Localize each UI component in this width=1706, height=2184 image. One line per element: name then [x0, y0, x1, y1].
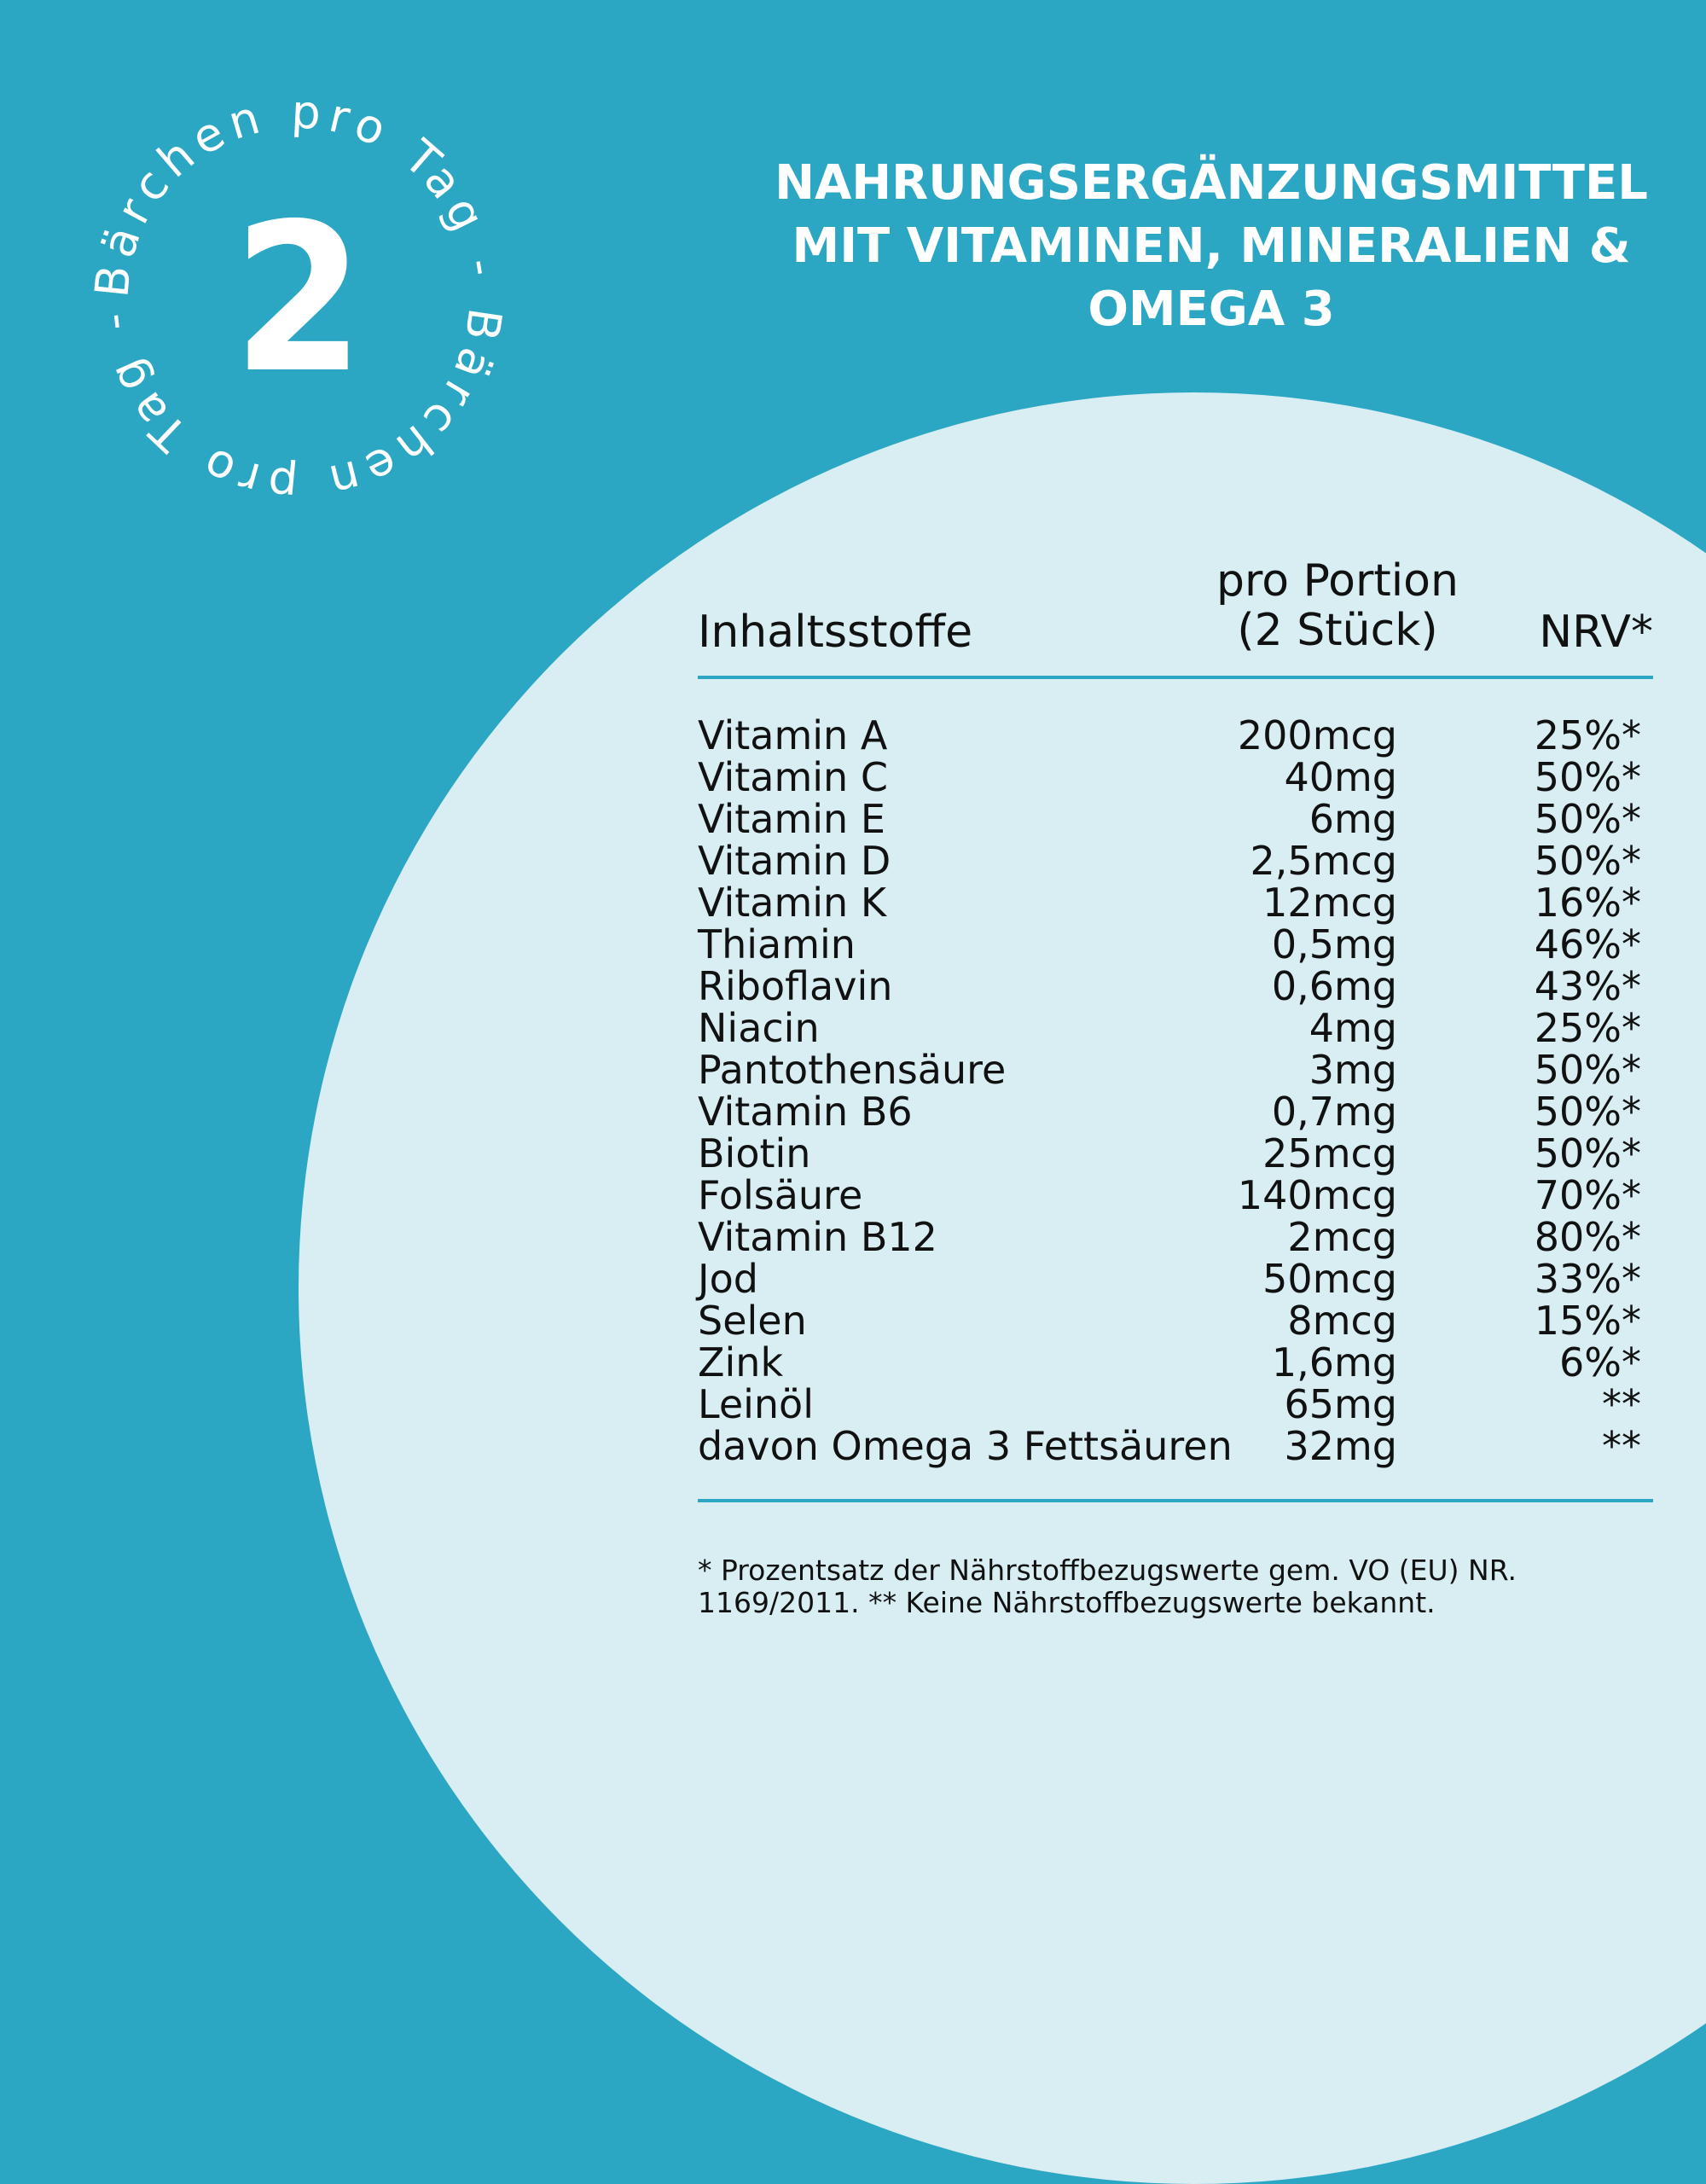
badge-number: 2	[233, 179, 364, 418]
ingredient-amount: 140mcg	[1237, 1172, 1397, 1218]
ingredient-nrv: 80%*	[1534, 1214, 1641, 1260]
ingredient-amount: 3mg	[1309, 1047, 1397, 1093]
ingredient-name: Vitamin C	[698, 754, 888, 800]
footnote-line-2: 1169/2011. ** Keine Nährstoffbezugswerte bekannt.	[698, 1586, 1436, 1619]
headline-line-3: OMEGA 3	[1088, 282, 1335, 337]
table-row	[698, 712, 1653, 758]
ingredient-amount: 32mg	[1284, 1423, 1397, 1469]
table-row	[698, 921, 1653, 967]
table-row	[698, 1091, 1653, 1133]
ingredient-nrv: 50%*	[1534, 1130, 1641, 1176]
ingredient-name: Leinöl	[698, 1381, 814, 1427]
ingredient-amount: 8mcg	[1287, 1298, 1397, 1344]
table-row	[698, 1049, 1653, 1091]
ingredient-nrv: 70%*	[1534, 1172, 1641, 1218]
headline-line-2: MIT VITAMINEN, MINERALIEN &	[792, 218, 1631, 274]
nutrition-table-body	[698, 712, 1653, 1469]
headline-line-1: NAHRUNGSERGÄNZUNGSMITTEL	[775, 155, 1648, 211]
header-portion-line-2: (2 Stück)	[1237, 605, 1438, 656]
ingredient-nrv: 15%*	[1534, 1298, 1641, 1344]
table-row	[698, 1381, 1653, 1427]
ingredient-nrv: 6%*	[1559, 1339, 1641, 1385]
table-row	[698, 963, 1653, 1009]
ingredient-name: Vitamin B12	[698, 1214, 937, 1260]
ingredient-nrv: 16%*	[1534, 880, 1641, 926]
ingredient-name: Zink	[698, 1339, 784, 1385]
ingredient-amount: 0,7mg	[1271, 1089, 1397, 1135]
ingredient-amount: 1,6mg	[1271, 1339, 1397, 1385]
ingredient-name: Vitamin E	[698, 796, 885, 842]
ingredient-name: Riboflavin	[698, 963, 893, 1009]
table-row	[698, 1005, 1653, 1051]
ingredient-name: Pantothensäure	[698, 1047, 1007, 1093]
ingredient-nrv: 50%*	[1534, 796, 1641, 842]
ingredient-amount: 6mg	[1309, 796, 1397, 842]
ingredient-nrv: 25%*	[1534, 712, 1641, 758]
ingredient-nrv: 25%*	[1534, 1005, 1641, 1051]
ingredient-name: Biotin	[698, 1130, 811, 1176]
footnote	[698, 1554, 1653, 1619]
ingredient-amount: 200mcg	[1237, 712, 1397, 758]
ingredient-nrv: 33%*	[1534, 1256, 1641, 1302]
ingredient-name: Vitamin B6	[698, 1089, 913, 1135]
ingredient-amount: 65mg	[1284, 1381, 1397, 1427]
table-row	[698, 882, 1653, 924]
ingredient-name: Folsäure	[698, 1172, 863, 1218]
ingredient-name: Jod	[698, 1256, 758, 1302]
ingredient-amount: 0,5mg	[1271, 921, 1397, 967]
ingredient-name: Thiamin	[698, 921, 856, 967]
table-row	[698, 796, 1653, 842]
ingredient-name: Niacin	[698, 1005, 820, 1051]
ingredient-amount: 40mg	[1284, 754, 1397, 800]
header-portion-line-1: pro Portion	[1216, 555, 1459, 607]
ingredient-amount: 50mcg	[1262, 1256, 1397, 1302]
nutrition-table-header	[698, 555, 1653, 657]
ingredient-nrv: **	[1602, 1423, 1641, 1469]
table-row	[698, 1214, 1653, 1260]
ingredient-nrv: 43%*	[1534, 963, 1641, 1009]
ingredient-nrv: 50%*	[1534, 838, 1641, 884]
ingredient-nrv: 50%*	[1534, 1047, 1641, 1093]
ingredient-amount: 4mg	[1309, 1005, 1397, 1051]
table-divider-top	[698, 676, 1653, 679]
header-ingredients: Inhaltsstoffe	[698, 607, 973, 658]
ingredient-amount: 0,6mg	[1271, 963, 1397, 1009]
ingredient-name: Vitamin D	[698, 838, 891, 884]
table-divider-bottom	[698, 1499, 1653, 1502]
table-row	[698, 754, 1653, 800]
ingredient-nrv: 50%*	[1534, 754, 1641, 800]
table-row	[698, 1258, 1653, 1300]
ingredient-nrv: 50%*	[1534, 1089, 1641, 1135]
table-row	[698, 1172, 1653, 1218]
table-row	[698, 1339, 1653, 1385]
badge-ring-label: Bärchen pro Tag - Bärchen pro Tag -	[84, 84, 513, 513]
header-nrv: NRV*	[1539, 607, 1653, 658]
footnote-line-1: * Prozentsatz der Nährstoffbezugswerte gem. VO (EU) NR.	[698, 1554, 1517, 1587]
table-row	[698, 1130, 1653, 1176]
ingredient-nrv: **	[1602, 1381, 1641, 1427]
ingredient-amount: 2,5mcg	[1250, 838, 1397, 884]
table-row	[698, 1300, 1653, 1342]
ingredient-name: Selen	[698, 1298, 807, 1344]
product-headline	[734, 152, 1689, 341]
ingredient-amount: 25mcg	[1262, 1130, 1397, 1176]
ingredient-name: Vitamin K	[698, 880, 886, 926]
table-row	[698, 840, 1653, 882]
ingredient-amount: 2mcg	[1287, 1214, 1397, 1260]
servings-badge	[81, 81, 516, 516]
ingredient-name: Vitamin A	[698, 712, 888, 758]
table-row	[698, 1423, 1653, 1469]
ingredient-nrv: 46%*	[1534, 921, 1641, 967]
header-per-portion	[1150, 556, 1525, 655]
ingredient-name: davon Omega 3 Fettsäuren	[698, 1423, 1233, 1469]
ingredient-amount: 12mcg	[1262, 880, 1397, 926]
